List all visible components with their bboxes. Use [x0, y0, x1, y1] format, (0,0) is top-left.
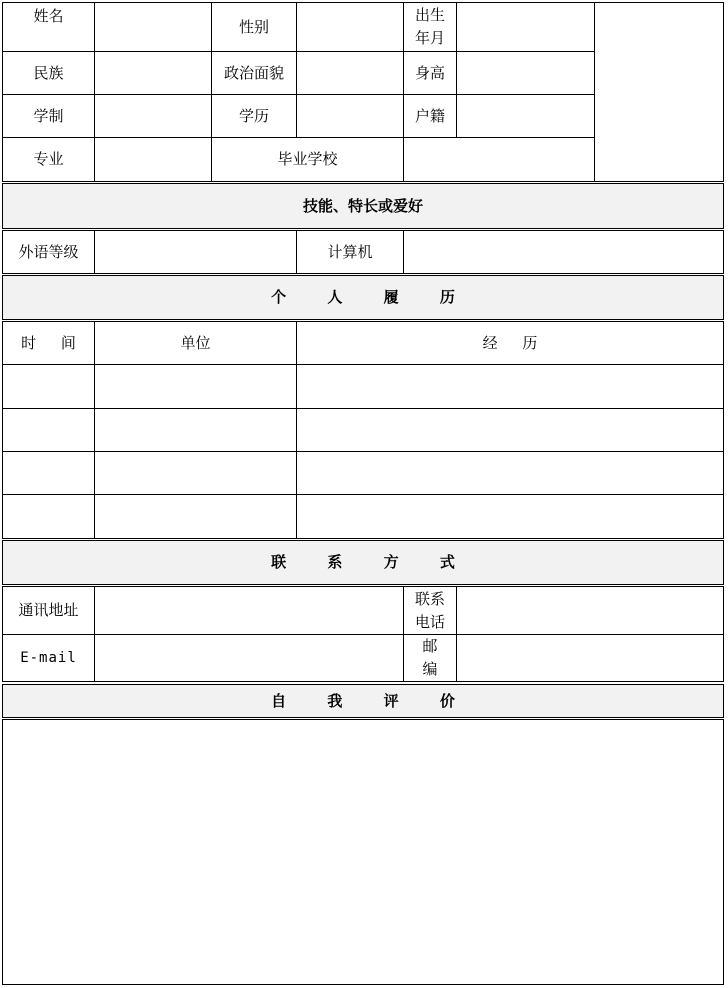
- self-evaluation-field[interactable]: [2, 719, 724, 985]
- resume-section-title: 个 人 履 历: [2, 275, 724, 320]
- computer-field[interactable]: [403, 230, 724, 274]
- table-row-experience[interactable]: [296, 451, 724, 495]
- table-row-time[interactable]: [2, 494, 95, 539]
- hukou-field[interactable]: [456, 94, 595, 138]
- photo-area[interactable]: [594, 2, 724, 182]
- phone-field[interactable]: [456, 586, 724, 635]
- postcode-field[interactable]: [456, 634, 724, 682]
- computer-label: 计算机: [296, 230, 404, 274]
- height-field[interactable]: [456, 51, 595, 95]
- unit-header: 单位: [94, 321, 297, 365]
- language-label: 外语等级: [2, 230, 95, 274]
- contact-section-title: 联 系 方 式: [2, 540, 724, 585]
- hukou-label: 户籍: [403, 94, 457, 138]
- table-row-experience[interactable]: [296, 364, 724, 409]
- postcode-label: 邮 编: [403, 634, 457, 682]
- education-field[interactable]: [296, 94, 404, 138]
- ethnicity-label: 民族: [2, 51, 95, 95]
- schooling-field[interactable]: [94, 94, 212, 138]
- time-header: 时 间: [2, 321, 95, 365]
- phone-label: 联系 电话: [403, 586, 457, 635]
- major-label: 专业: [2, 137, 95, 182]
- name-field[interactable]: [94, 2, 212, 52]
- experience-header: 经 历: [296, 321, 724, 365]
- table-row-time[interactable]: [2, 408, 95, 452]
- self-evaluation-section-title: 自 我 评 价: [2, 684, 724, 718]
- gender-field[interactable]: [296, 2, 404, 52]
- political-label: 政治面貌: [211, 51, 297, 95]
- school-field[interactable]: [403, 137, 595, 182]
- email-field[interactable]: [94, 634, 404, 682]
- name-label: 姓名: [2, 2, 95, 52]
- education-label: 学历: [211, 94, 297, 138]
- birth-label: 出生 年月: [403, 2, 457, 52]
- address-field[interactable]: [94, 586, 404, 635]
- table-row-experience[interactable]: [296, 494, 724, 539]
- schooling-label: 学制: [2, 94, 95, 138]
- table-row-unit[interactable]: [94, 451, 297, 495]
- table-row-unit[interactable]: [94, 494, 297, 539]
- political-field[interactable]: [296, 51, 404, 95]
- table-row-time[interactable]: [2, 364, 95, 409]
- birth-field[interactable]: [456, 2, 595, 52]
- table-row-unit[interactable]: [94, 408, 297, 452]
- ethnicity-field[interactable]: [94, 51, 212, 95]
- major-field[interactable]: [94, 137, 212, 182]
- table-row-experience[interactable]: [296, 408, 724, 452]
- table-row-time[interactable]: [2, 451, 95, 495]
- language-field[interactable]: [94, 230, 297, 274]
- height-label: 身高: [403, 51, 457, 95]
- address-label: 通讯地址: [2, 586, 95, 635]
- school-label: 毕业学校: [211, 137, 404, 182]
- gender-label: 性别: [211, 2, 297, 52]
- email-label: E-mail: [2, 634, 95, 682]
- table-row-unit[interactable]: [94, 364, 297, 409]
- skills-section-title: 技能、特长或爱好: [2, 183, 724, 229]
